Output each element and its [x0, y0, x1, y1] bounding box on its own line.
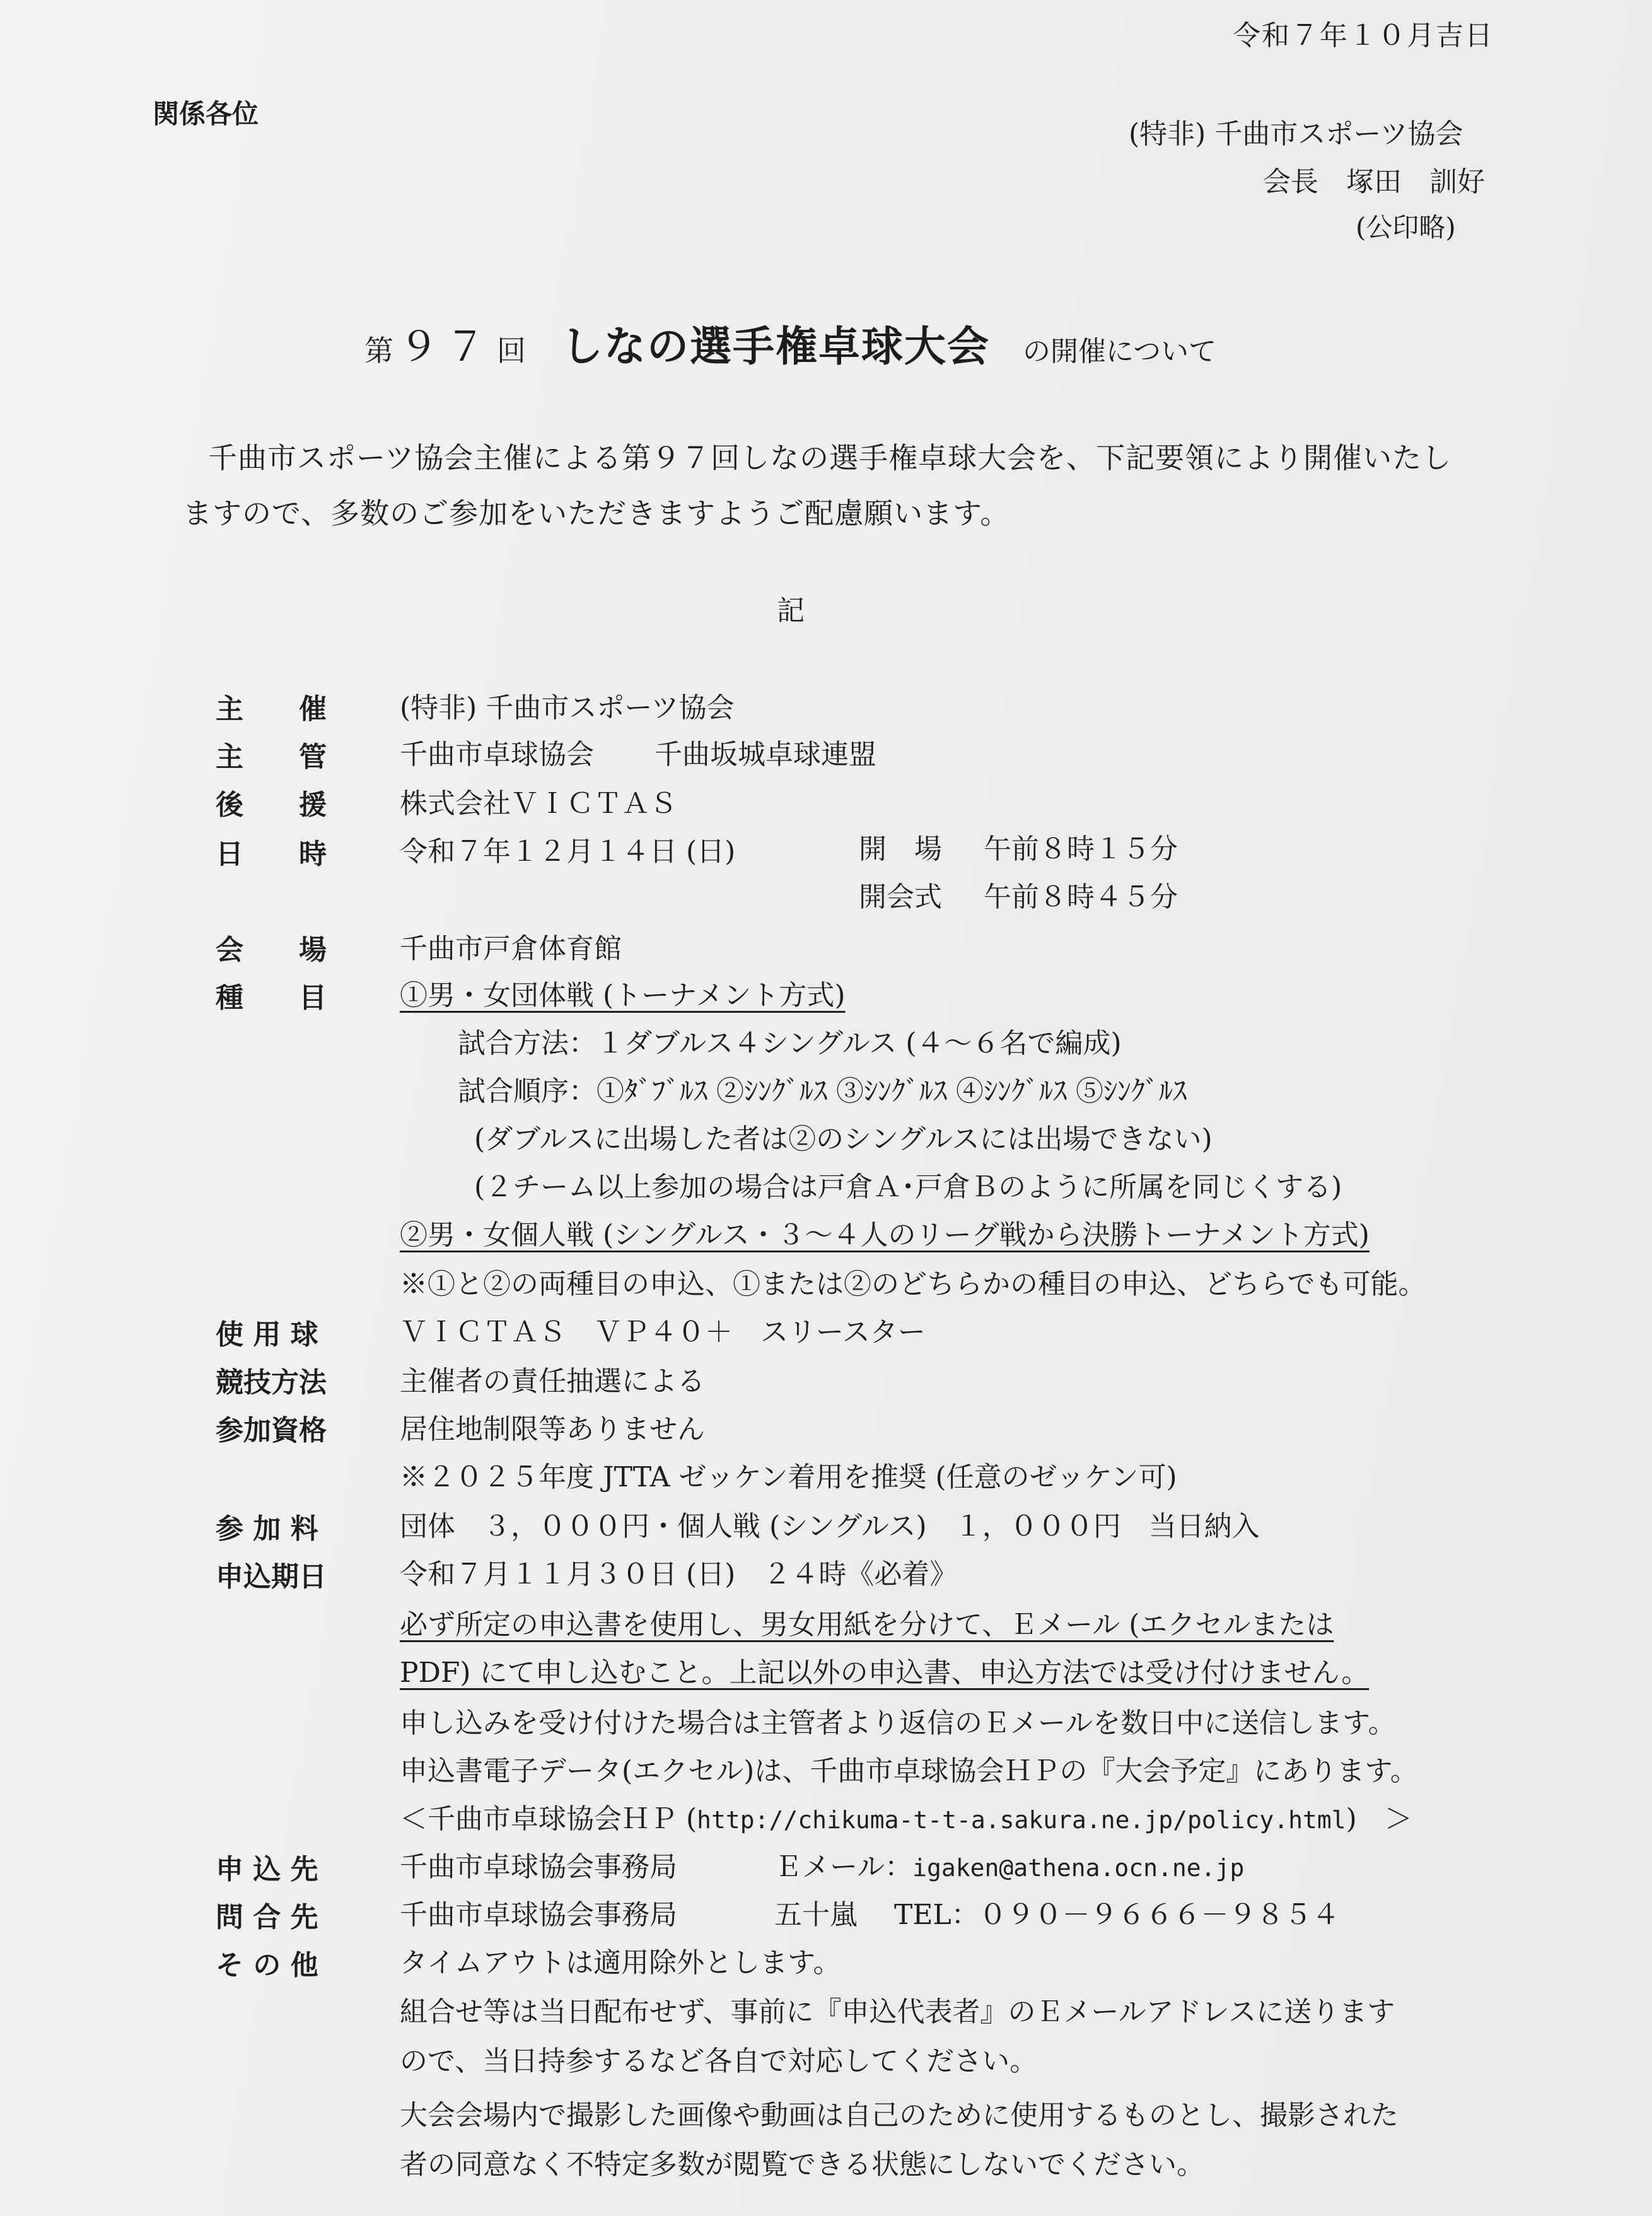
event-team: ①男・女団体戦 (トーナメント方式) [400, 979, 846, 1012]
email-label: Ｅメール： [774, 1851, 913, 1883]
title-tail: の開催について [1023, 335, 1217, 368]
document-title [364, 313, 1216, 373]
value-venue: 千曲市戸倉体育館 [400, 933, 622, 965]
other-line-3: ので、当日持参するなど各自で対応してください。 [400, 2045, 1038, 2077]
organizer-2: 千曲坂城卓球連盟 [654, 738, 876, 771]
contact-person: 五十嵐 [774, 1899, 858, 1931]
deadline-line-2: PDF) にて申し込むこと。上記以外の申込書、申込方法では受け付けません。 [400, 1657, 1370, 1689]
title-number: ９７ [398, 324, 492, 371]
value-sponsor: 株式会社ＶＩＣＴＡＳ [400, 788, 677, 820]
label-datetime: 日 時 [216, 838, 327, 870]
other-line-2: 組合せ等は当日配布せず、事前に『申込代表者』のＥメールアドレスに送ります [400, 1996, 1395, 2028]
value-contact: 千曲市卓球協会事務局 [400, 1899, 677, 1931]
value-ball: ＶＩＣＴＡＳ ＶＰ４０＋ スリースター [400, 1316, 926, 1348]
intro-line-2: ますので、多数のご参加をいただきますようご配慮願います。 [183, 496, 1010, 530]
value-apply-to: 千曲市卓球協会事務局 [400, 1851, 677, 1883]
title-main: しなの選手権卓球大会 [561, 322, 990, 371]
sender-organization: (特非) 千曲市スポーツ協会 [1129, 118, 1463, 150]
open-label: 開 場 [859, 833, 942, 865]
intro-line-1: 千曲市スポーツ協会主催による第９７回しなの選手権卓球大会を、下記要領により開催いたし [208, 441, 1452, 475]
organizer-1: 千曲市卓球協会 [400, 738, 594, 771]
value-date: 令和７年１２月１４日 (日) [400, 836, 736, 868]
label-ball: 使 用 球 [216, 1319, 318, 1351]
value-fee: 団体 ３，０００円・個人戦 (シングルス) １，０００円 当日納入 [400, 1510, 1260, 1542]
deadline-line-3: 申し込みを受け付けた場合は主管者より返信のＥメールを数日中に送信します。 [400, 1707, 1396, 1739]
email-link[interactable]: igaken@athena.ocn.ne.jp [912, 1854, 1245, 1882]
label-venue: 会 場 [216, 934, 327, 966]
hp-url-link[interactable]: http://chikuma-t-t-a.sakura.ne.jp/policy.html [697, 1806, 1346, 1834]
value-competition: 主催者の責任抽選による [400, 1365, 705, 1397]
other-line-1: タイムアウトは適用除外とします。 [400, 1947, 841, 1979]
label-organizer: 主 管 [216, 741, 327, 773]
sender-president: 会長 塚田 訓好 [1263, 166, 1485, 198]
open-time: 午前８時１５分 [984, 833, 1178, 865]
event-method: 試合方法：１ダブルス４シングルス (４～６名で編成) [458, 1027, 1122, 1059]
label-fee: 参 加 料 [216, 1513, 318, 1545]
hp-prefix: ＜千曲市卓球協会ＨＰ ( [400, 1803, 697, 1835]
event-note-1: (ダブルスに出場した者は②のシングルスには出場できない) [474, 1123, 1213, 1155]
value-eligibility: 居住地制限等ありません [400, 1413, 705, 1445]
addressee: 関係各位 [153, 98, 259, 129]
label-host: 主 催 [216, 693, 327, 725]
label-competition: 競技方法 [216, 1367, 327, 1399]
label-eligibility: 参加資格 [216, 1414, 327, 1447]
email-row [774, 1844, 1244, 1884]
event-order: 試合順序：①ﾀﾞﾌﾞﾙｽ ②ｼﾝｸﾞﾙｽ ③ｼﾝｸﾞﾙｽ ④ｼﾝｸﾞﾙｽ ⑤ｼﾝｸﾞﾙｽ [458, 1075, 1187, 1107]
other-line-4: 大会会場内で撮影した画像や動画は自己のために使用するものとし、撮影された [400, 2099, 1399, 2131]
eligibility-note: ※２０２５年度 JTTA ゼッケン着用を推奨 (任意のゼッケン可) [400, 1461, 1177, 1493]
deadline-line-4: 申込書電子データ(エクセル)は、千曲市卓球協会ＨＰの『大会予定』にあります。 [400, 1755, 1418, 1787]
event-note-3: ※①と②の両種目の申込、①または②のどちらかの種目の申込、どちらでも可能。 [400, 1268, 1426, 1300]
deadline-line-1: 必ず所定の申込書を使用し、男女用紙を分けて、Ｅメール (エクセルまたは [400, 1609, 1334, 1641]
seal-note: (公印略) [1356, 212, 1456, 243]
title-suffix: 回 [497, 334, 526, 368]
issue-date: 令和７年１０月吉日 [1233, 20, 1494, 52]
label-apply-to: 申 込 先 [216, 1853, 318, 1886]
other-line-5: 者の同意なく不特定多数が閲覧できる状態にしないでください。 [400, 2149, 1204, 2181]
title-prefix: 第 [364, 334, 393, 368]
label-sponsor: 後 援 [216, 789, 327, 821]
label-other: そ の 他 [216, 1949, 318, 1981]
value-organizer [400, 732, 876, 772]
ki-heading: 記 [777, 595, 805, 627]
hp-suffix: ) ＞ [1346, 1803, 1412, 1835]
deadline-line-5 [400, 1796, 1412, 1836]
event-note-2: (２チーム以上参加の場合は戸倉Ａ･戸倉Ｂのように所属を同じくする) [474, 1171, 1342, 1203]
label-events: 種 目 [216, 982, 327, 1014]
label-deadline: 申込期日 [216, 1561, 327, 1593]
ceremony-label: 開会式 [859, 881, 942, 913]
contact-tel: TEL：０９０－９６６６－９８５４ [894, 1899, 1340, 1931]
ceremony-time: 午前８時４５分 [984, 881, 1178, 913]
value-host: (特非) 千曲市スポーツ協会 [400, 692, 735, 724]
event-individual: ②男・女個人戦 (シングルス・３～４人のリーグ戦から決勝トーナメント方式) [400, 1219, 1370, 1251]
label-contact: 問 合 先 [216, 1901, 318, 1933]
value-deadline: 令和７月１１月３０日 (日) ２４時《必着》 [400, 1558, 958, 1590]
